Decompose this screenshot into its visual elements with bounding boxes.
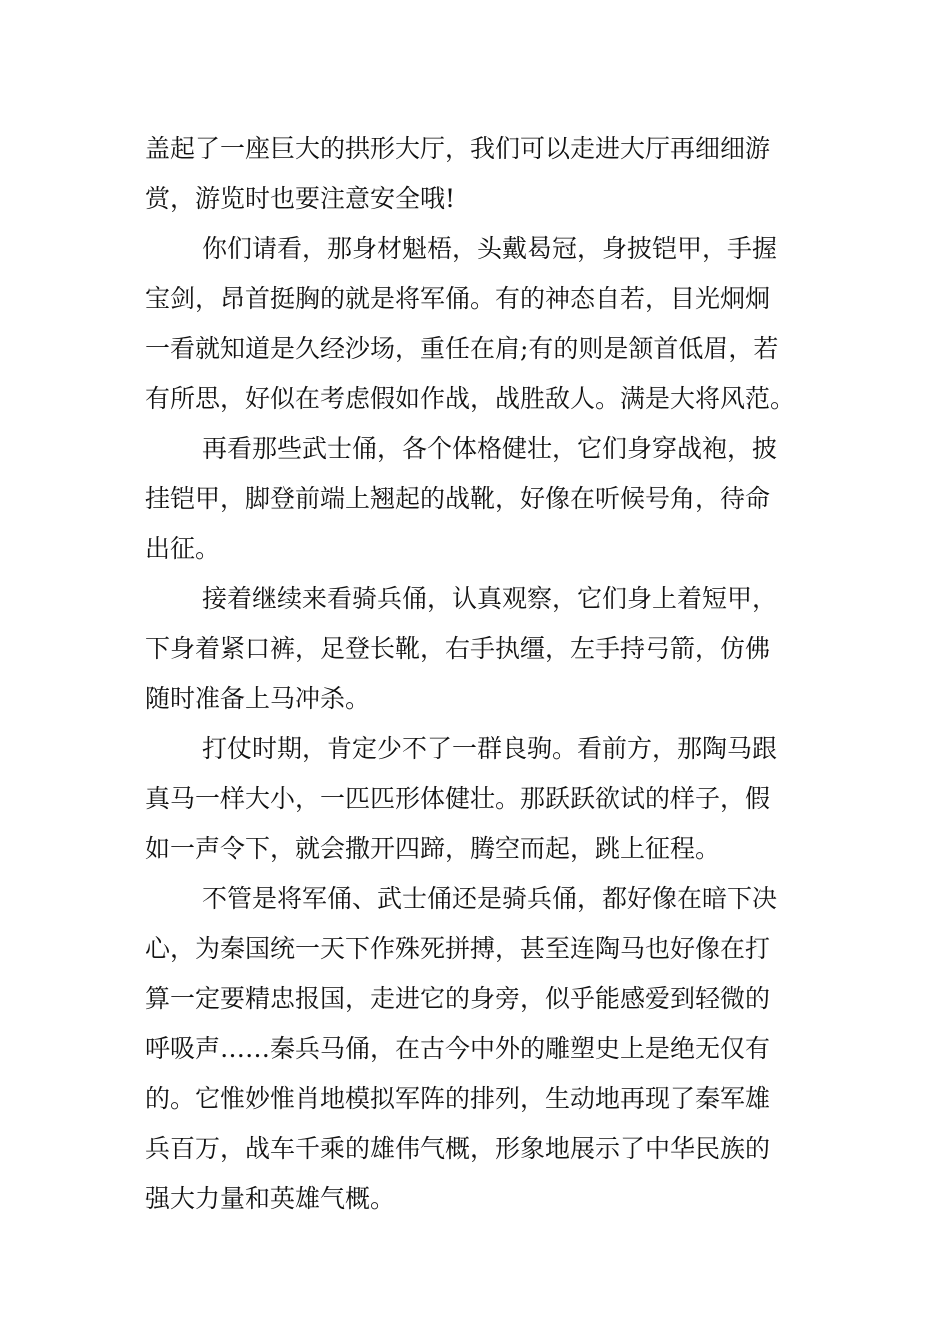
text-line: 呼吸声……秦兵马俑，在古今中外的雕塑史上是绝无仅有	[145, 1034, 771, 1063]
paragraph-4	[145, 574, 807, 724]
text-line: 随时准备上马冲杀。	[145, 684, 371, 713]
text-line: 打仗时期，肯定少不了一群良驹。看前方，那陶马跟	[202, 734, 778, 763]
paragraph-1	[145, 124, 807, 224]
text-line: 如一声令下，就会撒开四蹄，腾空而起，跳上征程。	[145, 834, 721, 863]
text-line: 真马一样大小，一匹匹形体健壮。那跃跃欲试的样子，假	[145, 784, 771, 813]
paragraph-5	[145, 724, 807, 874]
text-line: 算一定要精忠报国，走进它的身旁，似乎能感爱到轻微的	[145, 984, 771, 1013]
text-line: 的。它惟妙惟肖地模拟军阵的排列，生动地再现了秦军雄	[145, 1084, 771, 1113]
text-line: 宝剑，昂首挺胸的就是将军俑。有的神态自若，目光炯炯	[145, 284, 771, 313]
paragraph-2	[145, 224, 807, 424]
paragraph-6	[145, 874, 807, 1224]
text-line: 不管是将军俑、武士俑还是骑兵俑，都好像在暗下决	[202, 884, 778, 913]
text-line: 盖起了一座巨大的拱形大厅，我们可以走进大厅再细细游	[145, 134, 771, 163]
text-line: 出征。	[145, 534, 221, 563]
text-line: 你们请看，那身材魁梧，头戴曷冠，身披铠甲，手握	[202, 234, 778, 263]
text-line: 再看那些武士俑，各个体格健壮，它们身穿战袍，披	[202, 434, 778, 463]
text-line: 赏，游览时也要注意安全哦!	[145, 184, 456, 213]
text-line: 强大力量和英雄气概。	[145, 1184, 396, 1213]
text-line: 有所思，好似在考虑假如作战，战胜敌人。满是大将风范。	[145, 384, 796, 413]
text-line: 兵百万，战车千乘的雄伟气概，形象地展示了中华民族的	[145, 1134, 771, 1163]
text-line: 心，为秦国统一天下作殊死拼搏，甚至连陶马也好像在打	[145, 934, 771, 963]
text-line: 下身着紧口裤，足登长靴，右手执缰，左手持弓箭，仿佛	[145, 634, 771, 663]
document-body	[145, 124, 807, 1224]
text-line: 接着继续来看骑兵俑，认真观察，它们身上着短甲，	[202, 584, 778, 613]
text-line: 一看就知道是久经沙场，重任在肩;有的则是颔首低眉，若	[145, 334, 779, 363]
paragraph-3	[145, 424, 807, 574]
text-line: 挂铠甲，脚登前端上翘起的战靴，好像在听候号角，待命	[145, 484, 771, 513]
